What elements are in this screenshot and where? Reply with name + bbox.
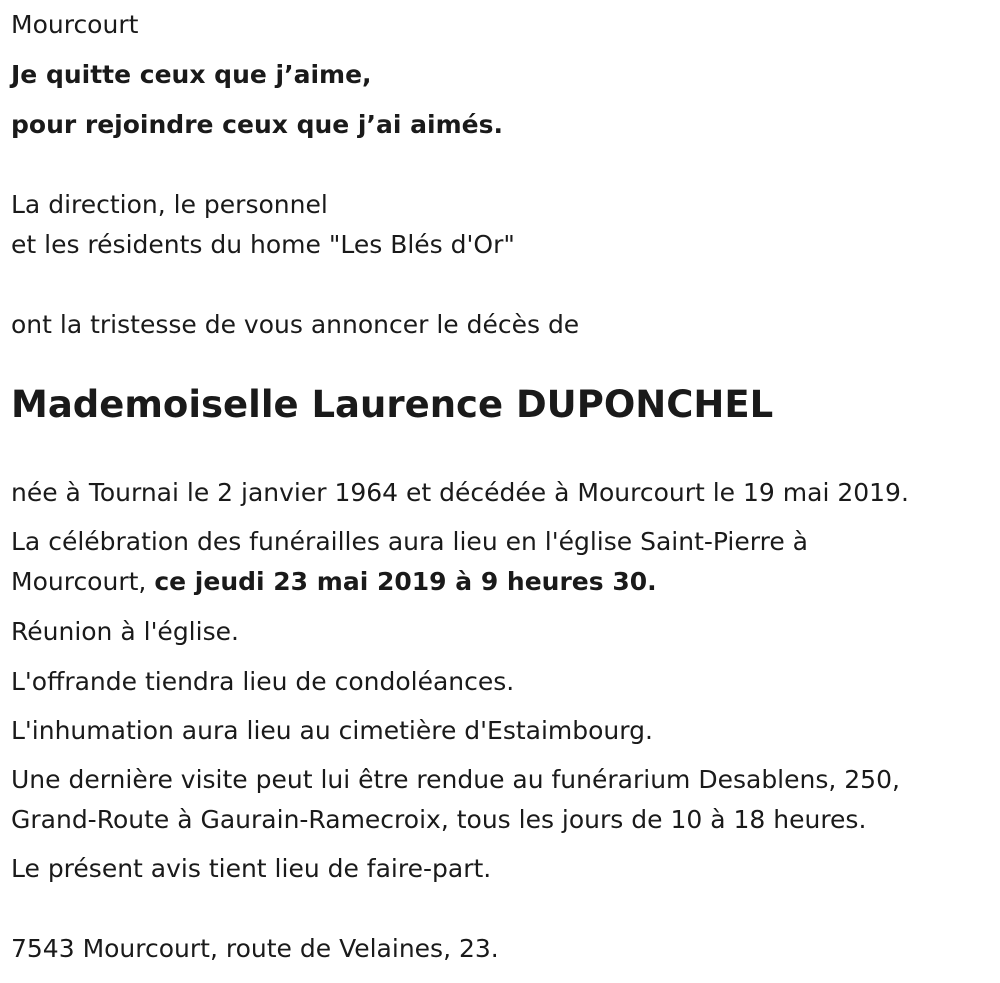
quote-line-1: Je quitte ceux que j’aime, [11,60,372,89]
ceremony-place: Mourcourt, [11,567,147,596]
ceremony-datetime: ce jeudi 23 mai 2019 à 9 heures 30. [154,567,657,596]
announcers-line-2: et les résidents du home "Les Blés d'Or" [11,230,515,259]
announcers-line-1: La direction, le personnel [11,190,328,219]
visit-line-1: Une dernière visite peut lui être rendue au funérarium Desablens, 250, [11,765,900,794]
ceremony-line-1: La célébration des funérailles aura lieu en l'église Saint-Pierre à [11,527,808,556]
meeting-text: Réunion à l'église. [11,617,239,646]
town-heading: Mourcourt [11,10,139,39]
birth-death-text: née à Tournai le 2 janvier 1964 et décédée à Mourcourt le 19 mai 2019. [11,478,909,507]
burial-text: L'inhumation aura lieu au cimetière d'Estaimbourg. [11,716,653,745]
offering-text: L'offrande tiendra lieu de condoléances. [11,667,515,696]
ceremony-line-2 [11,562,657,602]
announcement-text: ont la tristesse de vous annoncer le décès de [11,310,580,339]
quote-line-2: pour rejoindre ceux que j’ai aimés. [11,110,503,139]
faire-part-notice: Le présent avis tient lieu de faire-part. [11,854,492,883]
visit-line-2: Grand-Route à Gaurain-Ramecroix, tous les jours de 10 à 18 heures. [11,805,867,834]
deceased-name: Mademoiselle Laurence DUPONCHEL [11,383,774,426]
address-text: 7543 Mourcourt, route de Velaines, 23. [11,934,499,963]
